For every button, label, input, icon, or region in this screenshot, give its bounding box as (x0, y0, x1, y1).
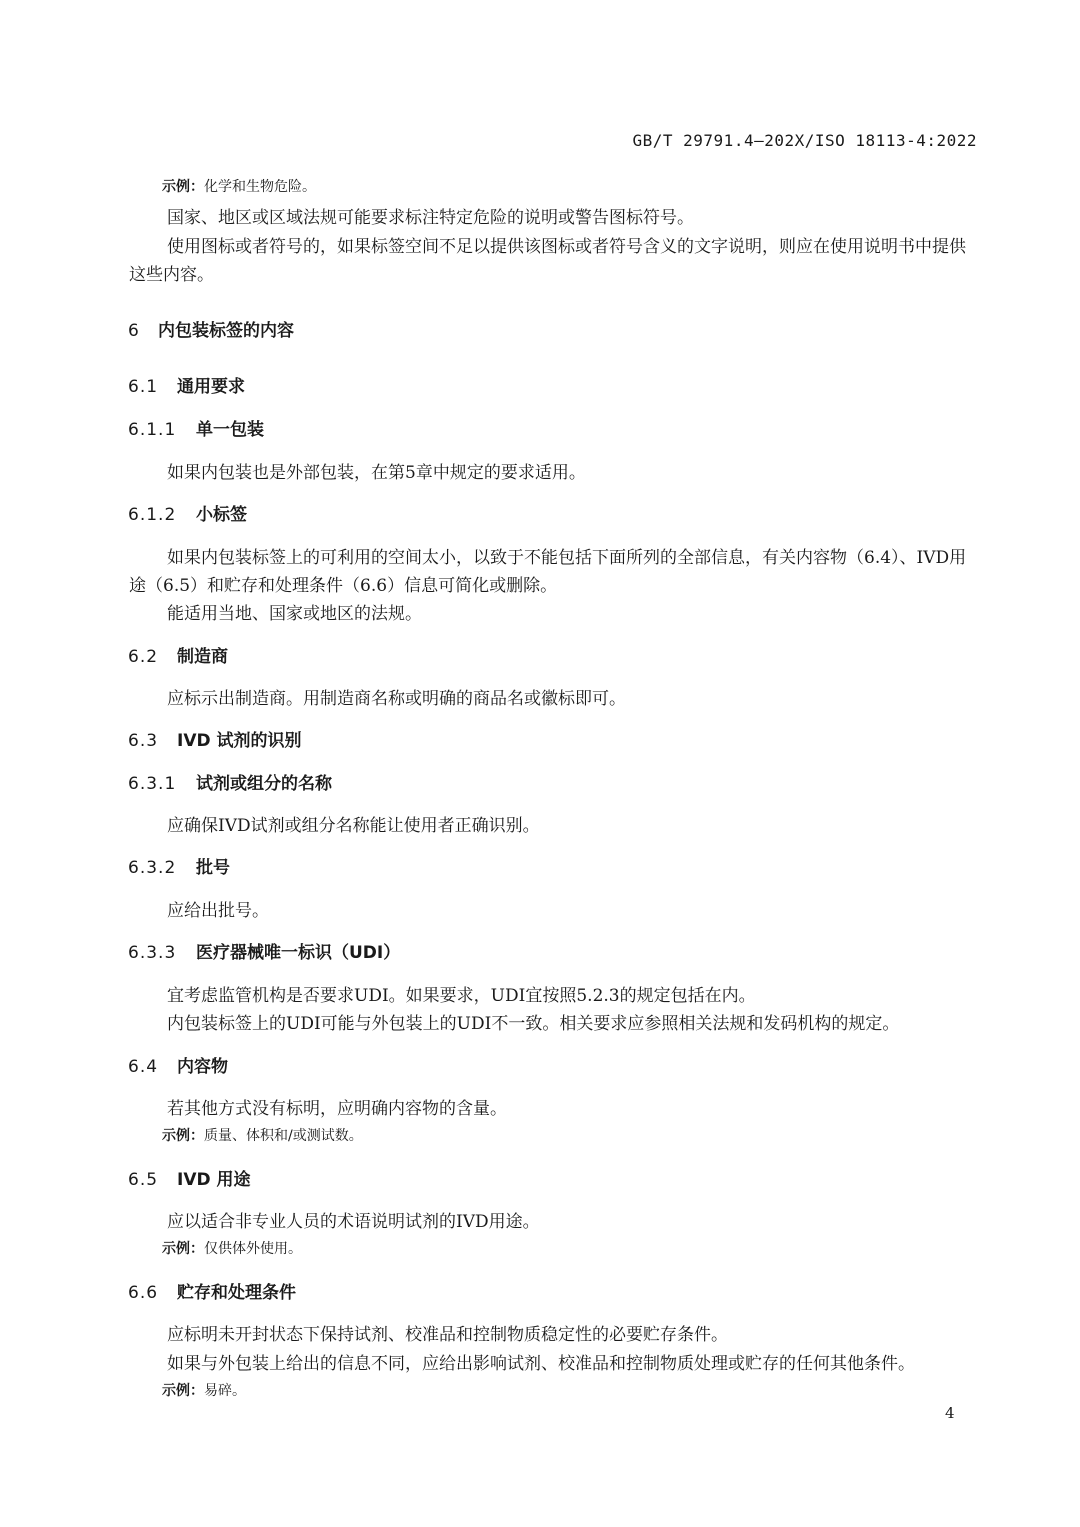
paragraph: 若其他方式没有标明，应明确内容物的含量。 (167, 1099, 507, 1119)
paragraph: 使用图标或者符号的，如果标签空间不足以提供该图标或者符号含义的文字说明，则应在使用说明书中提供这些内容。 (129, 237, 966, 285)
section-number: 6.6 (128, 1283, 159, 1303)
section-title: 贮存和处理条件 (177, 1283, 296, 1303)
example-text: 仅供体外使用。 (204, 1241, 302, 1257)
section-title: IVD 用途 (177, 1170, 251, 1190)
document-code: GB/T 29791.4—202X/ISO 18113-4:2022 (632, 131, 977, 150)
section-number: 6.3.1 (128, 774, 177, 794)
example-text: 易碎。 (204, 1383, 246, 1399)
section-heading (128, 319, 294, 343)
section-heading (128, 1168, 251, 1192)
section-title: 内容物 (177, 1057, 228, 1077)
section-number: 6.3.3 (128, 943, 177, 963)
paragraph: 如果内包装标签上的可利用的空间太小，以致于不能包括下面所列的全部信息，有关内容物（6.4）、IVD用途（6.5）和贮存和处理条件（6.6）信息可简化或删除。 (129, 548, 967, 596)
paragraph: 能适用当地、国家或地区的法规。 (167, 604, 422, 624)
section-heading (128, 418, 264, 442)
page-number: 4 (945, 1404, 955, 1422)
section-number: 6.2 (128, 647, 159, 667)
section-title: 制造商 (177, 647, 228, 667)
paragraph: 如果与外包装上给出的信息不同，应给出影响试剂、校准品和控制物质处理或贮存的任何其他条件。 (167, 1354, 915, 1374)
section-heading (128, 941, 400, 965)
section-title: 单一包装 (196, 420, 264, 440)
section-number: 6.5 (128, 1170, 159, 1190)
paragraph: 应给出批号。 (167, 901, 269, 921)
section-number: 6.3 (128, 731, 159, 751)
section-number: 6.4 (128, 1057, 159, 1077)
example-label: 示例： (162, 1383, 204, 1399)
paragraph: 应确保IVD试剂或组分名称能让使用者正确识别。 (167, 816, 540, 836)
example-note (162, 1381, 246, 1401)
example-text: 化学和生物危险。 (204, 179, 316, 195)
paragraph: 如果内包装也是外部包装，在第5章中规定的要求适用。 (167, 463, 586, 483)
section-heading (128, 856, 230, 880)
example-label: 示例： (162, 1241, 204, 1257)
paragraph: 国家、地区或区域法规可能要求标注特定危险的说明或警告图标符号。 (167, 208, 694, 228)
section-title: IVD 试剂的识别 (177, 731, 302, 751)
section-title: 医疗器械唯一标识（UDI） (196, 943, 401, 963)
paragraph: 应以适合非专业人员的术语说明试剂的IVD用途。 (167, 1212, 540, 1232)
section-heading (128, 375, 245, 399)
section-heading (128, 772, 332, 796)
example-label: 示例： (162, 179, 204, 195)
section-title: 通用要求 (177, 377, 245, 397)
example-note (162, 1239, 302, 1259)
example-note (162, 1126, 363, 1146)
section-heading (128, 729, 302, 753)
example-note (162, 177, 316, 197)
section-heading (128, 645, 228, 669)
section-number: 6.3.2 (128, 858, 177, 878)
section-number: 6 (128, 321, 140, 341)
section-heading (128, 1281, 296, 1305)
section-heading (128, 503, 247, 527)
paragraph: 应标明未开封状态下保持试剂、校准品和控制物质稳定性的必要贮存条件。 (167, 1325, 728, 1345)
section-number: 6.1.2 (128, 505, 177, 525)
section-title: 批号 (196, 858, 230, 878)
section-title: 内包装标签的内容 (158, 321, 294, 341)
section-title: 试剂或组分的名称 (196, 774, 332, 794)
section-number: 6.1.1 (128, 420, 177, 440)
section-number: 6.1 (128, 377, 159, 397)
example-label: 示例： (162, 1128, 204, 1144)
section-title: 小标签 (196, 505, 247, 525)
paragraph: 应标示出制造商。用制造商名称或明确的商品名或徽标即可。 (167, 689, 626, 709)
section-heading (128, 1055, 228, 1079)
paragraph: 内包装标签上的UDI可能与外包装上的UDI不一致。相关要求应参照相关法规和发码机构的规定。 (167, 1014, 900, 1034)
example-text: 质量、体积和/或测试数。 (204, 1128, 363, 1144)
paragraph: 宜考虑监管机构是否要求UDI。如果要求，UDI宜按照5.2.3的规定包括在内。 (167, 986, 756, 1006)
